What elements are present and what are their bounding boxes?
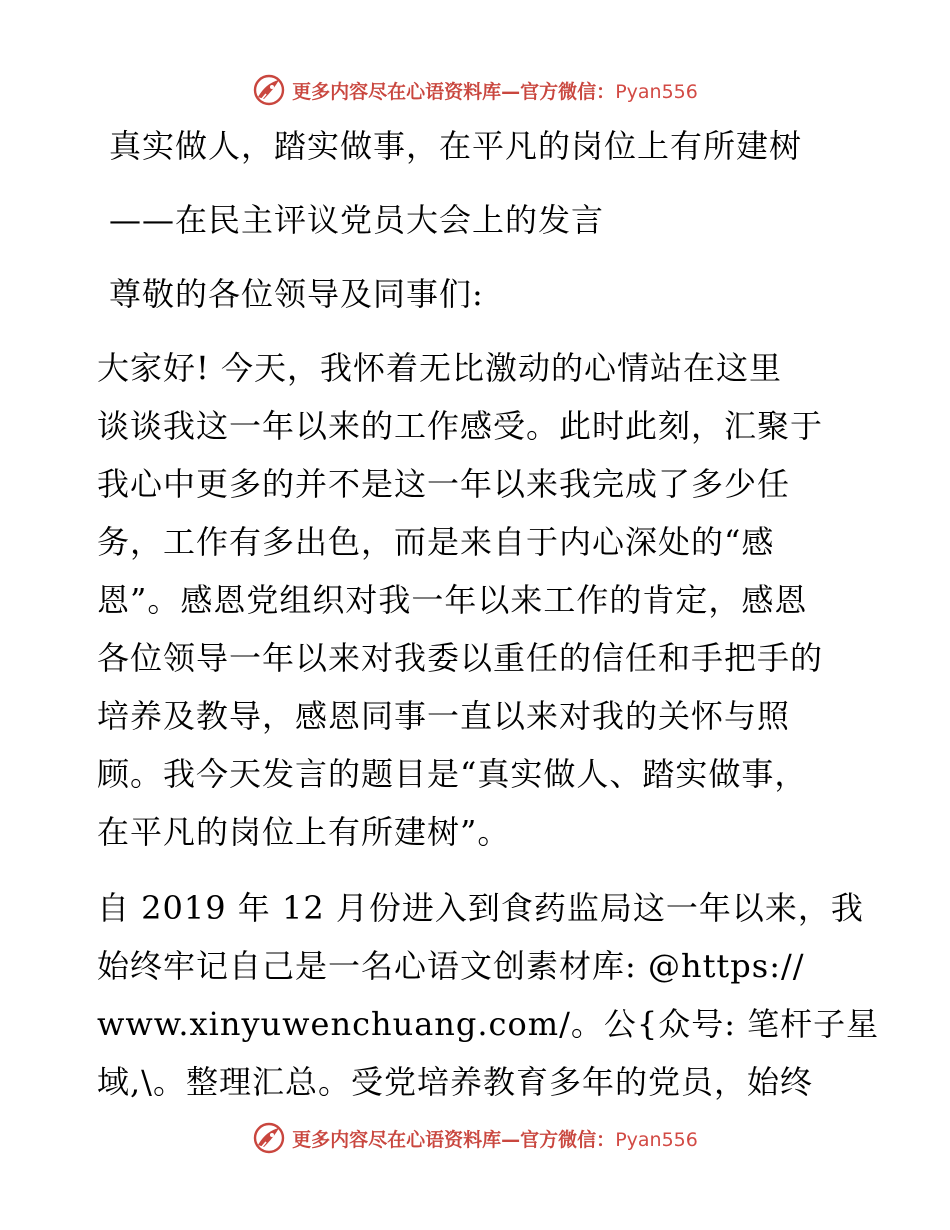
watermark-text [292,77,698,104]
header-watermark-banner [0,70,950,110]
pen-logo-icon [252,1121,286,1155]
paragraph-line: 大家好! 今天，我怀着无比激动的心情站在这里 [97,349,783,387]
watermark-wechat-id: Pyan556 [615,1128,698,1151]
watermark-separator: — [501,1128,521,1151]
document-subtitle: ——在民主评议党员大会上的发言 [109,201,605,239]
paragraph-line: 务，工作有多出色，而是来自于内心深处的“感 [97,523,775,561]
footer-watermark-banner [0,1118,950,1158]
paragraph-line: www.xinyuwenchuang.com/。公{众号: 笔杆子星 [97,1005,880,1043]
paragraph-line: 各位领导一年以来对我委以重任的信任和手把手的 [97,639,824,677]
paragraph-line: 顾。我今天发言的题目是“真实做人、踏实做事， [97,755,808,793]
paragraph-line: 谈谈我这一年以来的工作感受。此时此刻，汇聚于 [97,407,824,445]
document-title: 真实做人，踏实做事，在平凡的岗位上有所建树 [109,127,803,165]
paragraph-line: 域,\。整理汇总。受党培养教育多年的党员，始终 [97,1063,813,1101]
watermark-main-text: 更多内容尽在心语资料库 [292,1128,502,1151]
watermark-wechat-id: Pyan556 [615,80,698,103]
paragraph-line: 恩”。感恩党组织对我一年以来工作的肯定，感恩 [97,581,808,619]
paragraph-line: 自 2019 年 12 月份进入到食药监局这一年以来，我 [97,889,864,927]
paragraph-line: 始终牢记自己是一名心语文创素材库: @https:// [97,947,805,985]
pen-logo-icon [252,73,286,107]
footer-watermark [252,1121,698,1155]
header-watermark [252,73,698,107]
watermark-main-text: 更多内容尽在心语资料库 [292,80,502,103]
watermark-wechat-label: 官方微信： [520,1128,616,1151]
salutation: 尊敬的各位领导及同事们: [109,275,484,313]
paragraph-line: 在平凡的岗位上有所建树”。 [97,813,511,851]
watermark-separator: — [501,80,521,103]
paragraph-line: 培养及教导，感恩同事一直以来对我的关怀与照 [97,697,791,735]
watermark-wechat-label: 官方微信： [520,80,616,103]
watermark-text [292,1125,698,1152]
paragraph-line: 我心中更多的并不是这一年以来我完成了多少任 [97,465,791,503]
